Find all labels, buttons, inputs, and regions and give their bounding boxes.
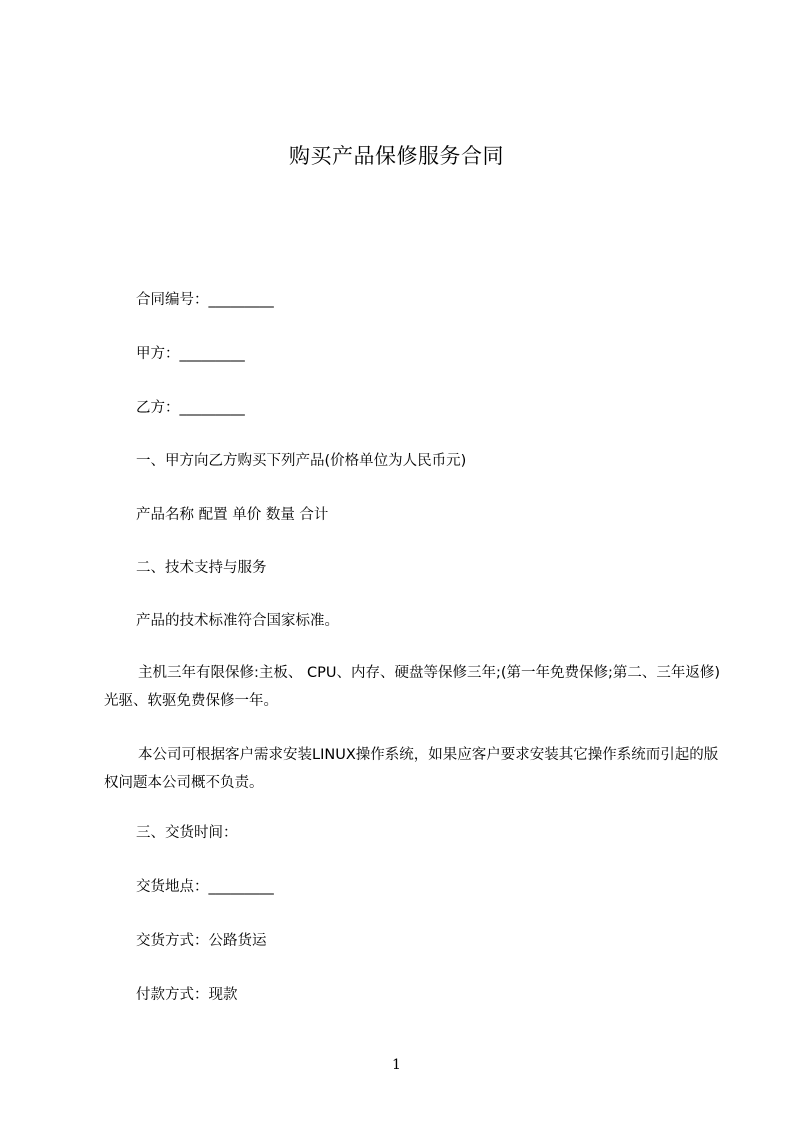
product-table-header: 产品名称 配置 单价 数量 合计 <box>136 507 329 523</box>
section-three-heading: 三、交货时间： <box>136 825 238 841</box>
technical-standard-line: 产品的技术标准符合国家标准。 <box>136 613 339 629</box>
delivery-method-line: 交货方式：公路货运 <box>136 933 267 949</box>
document-title: 购买产品保修服务合同 <box>289 144 504 168</box>
section-two-heading: 二、技术支持与服务 <box>136 560 267 576</box>
payment-method-line: 付款方式：现款 <box>136 987 238 1003</box>
delivery-location-line: 交货地点：_________ <box>136 879 274 895</box>
warranty-paragraph: 主机三年有限保修:主板、 CPU、内存、硬盘等保修三年;(第一年免费保修;第二、三年返修)光驱、软驱免费保修一年。 <box>104 665 721 709</box>
os-install-paragraph: 本公司可根据客户需求安装LINUX操作系统，如果应客户要求安装其它操作系统而引起的版权问题本公司概不负责。 <box>104 747 719 791</box>
page-number: 1 <box>392 1057 401 1073</box>
contract-number-line: 合同编号：_________ <box>136 292 274 308</box>
party-b-line: 乙方：_________ <box>136 400 245 416</box>
party-a-line: 甲方：_________ <box>136 346 245 362</box>
section-one-heading: 一、甲方向乙方购买下列产品(价格单位为人民币元) <box>136 453 467 469</box>
